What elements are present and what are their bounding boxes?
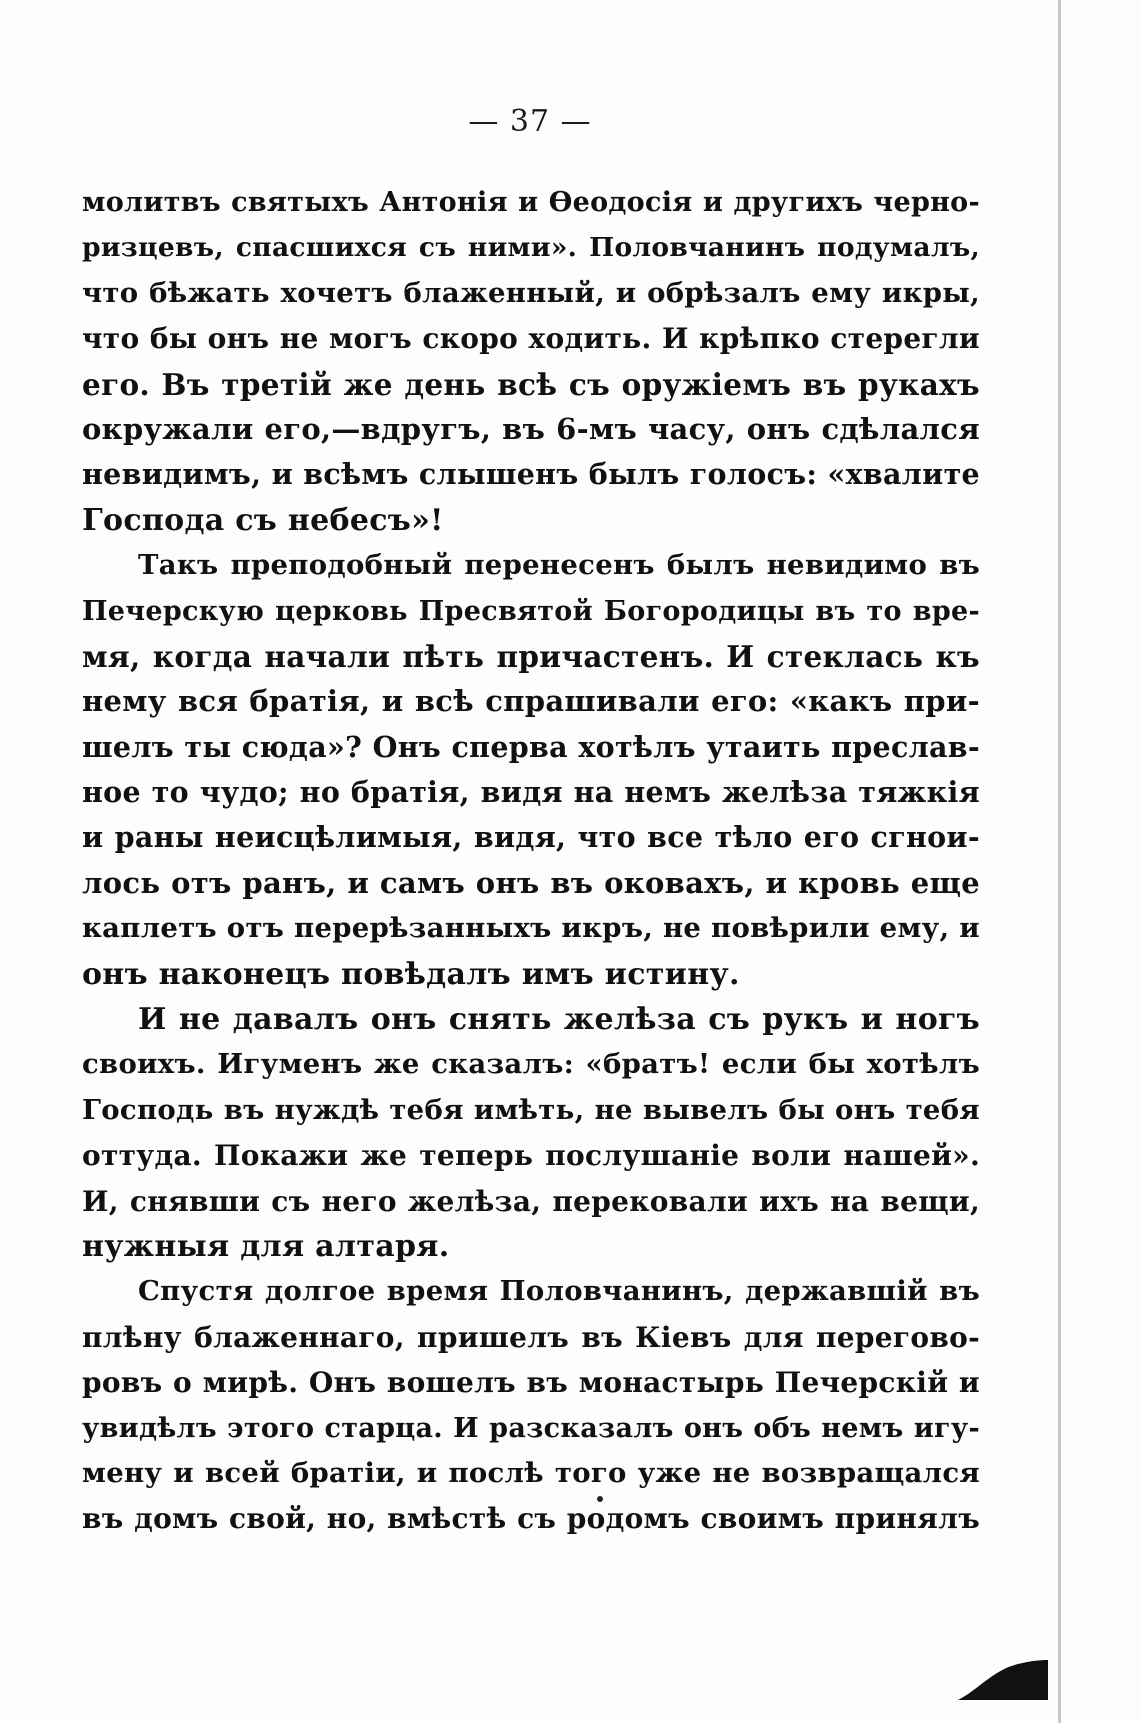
text-line: онъ наконецъ повѣдалъ имъ истину. — [82, 956, 740, 992]
page-edge-shadow — [1058, 0, 1061, 1723]
text-line: ризцевъ, спасшихся съ ними». Половчанинъ подумалъ, — [82, 232, 980, 264]
paragraph — [82, 997, 980, 1269]
text-line: Такъ преподобный перенесенъ былъ невидимо въ — [138, 549, 980, 582]
text-line: оттуда. Покажи же теперь послушаніе воли нашей». — [82, 1139, 980, 1173]
text-line: мя, когда начали пѣть причастенъ. И стеклась къ — [82, 638, 980, 674]
ink-dot — [597, 1496, 603, 1502]
text-line: что бы онъ не могъ скоро ходить. И крѣпко стерегли — [82, 322, 980, 356]
text-line: увидѣлъ этого старца. И разсказалъ онъ объ немъ игу- — [82, 1412, 980, 1444]
text-line: и раны неисцѣлимыя, видя, что все тѣло его сгнои- — [82, 820, 980, 855]
text-line: молитвъ святыхъ Антонія и Ѳеодосія и другихъ черно- — [82, 187, 980, 218]
text-line: своихъ. Игуменъ же сказалъ: «братъ! если бы хотѣлъ — [82, 1048, 980, 1081]
text-line: плѣну блаженнаго, пришелъ въ Кіевъ для перегово- — [82, 1320, 980, 1354]
text-line: окружали его,—вдругъ, въ 6-мъ часу, онъ сдѣлался — [82, 411, 980, 446]
scan-edge-mark — [958, 1660, 1048, 1700]
text-line: мену и всей братіи, и послѣ того уже не возвращался — [82, 1456, 980, 1489]
text-line: невидимъ, и всѣмъ слышенъ былъ голосъ: «хвалите — [82, 457, 980, 492]
text-line: нему вся братія, и всѣ спрашивали его: «какъ при- — [82, 684, 980, 719]
text-line: лось отъ ранъ, и самъ онъ въ оковахъ, и кровь еще — [82, 865, 980, 900]
paragraph — [82, 543, 980, 997]
text-line: его. Въ третій же день всѣ съ оружіемъ въ рукахъ — [82, 366, 980, 402]
text-line: Печерскую церковь Пресвятой Богородицы въ то вре- — [82, 595, 980, 627]
text-line: каплетъ отъ перерѣзанныхъ икръ, не повѣрили ему, и — [82, 912, 980, 945]
text-line: что бѣжать хочетъ блаженный, и обрѣзалъ ему икры, — [82, 276, 980, 309]
text-line: ровъ о мирѣ. Онъ вошелъ въ монастырь Печерскій и — [82, 1366, 980, 1400]
text-line: шелъ ты сюда»? Онъ сперва хотѣлъ утаить преслав- — [82, 729, 980, 764]
page-number: — 37 — — [468, 104, 592, 139]
text-line: нужныя для алтаря. — [82, 1228, 450, 1264]
text-line: Господь въ нуждѣ тебя имѣть, не вывелъ бы онъ тебя — [82, 1093, 980, 1126]
text-line: Спустя долгое время Половчанинъ, державшій въ — [138, 1275, 980, 1308]
text-line: И не давалъ онъ снять желѣза съ рукъ и ногъ — [138, 1002, 980, 1038]
body-text — [82, 180, 980, 1542]
paragraph — [82, 180, 980, 543]
text-line: Господа съ небесъ»! — [82, 502, 444, 538]
paragraph — [82, 1269, 980, 1541]
text-line: въ домъ свой, но, вмѣстѣ съ родомъ своимъ принялъ — [82, 1502, 980, 1536]
text-line: ное то чудо; но братія, видя на немъ желѣза тяжкія — [82, 775, 980, 810]
text-line: И, снявши съ него желѣза, перековали ихъ на вещи, — [82, 1184, 980, 1218]
